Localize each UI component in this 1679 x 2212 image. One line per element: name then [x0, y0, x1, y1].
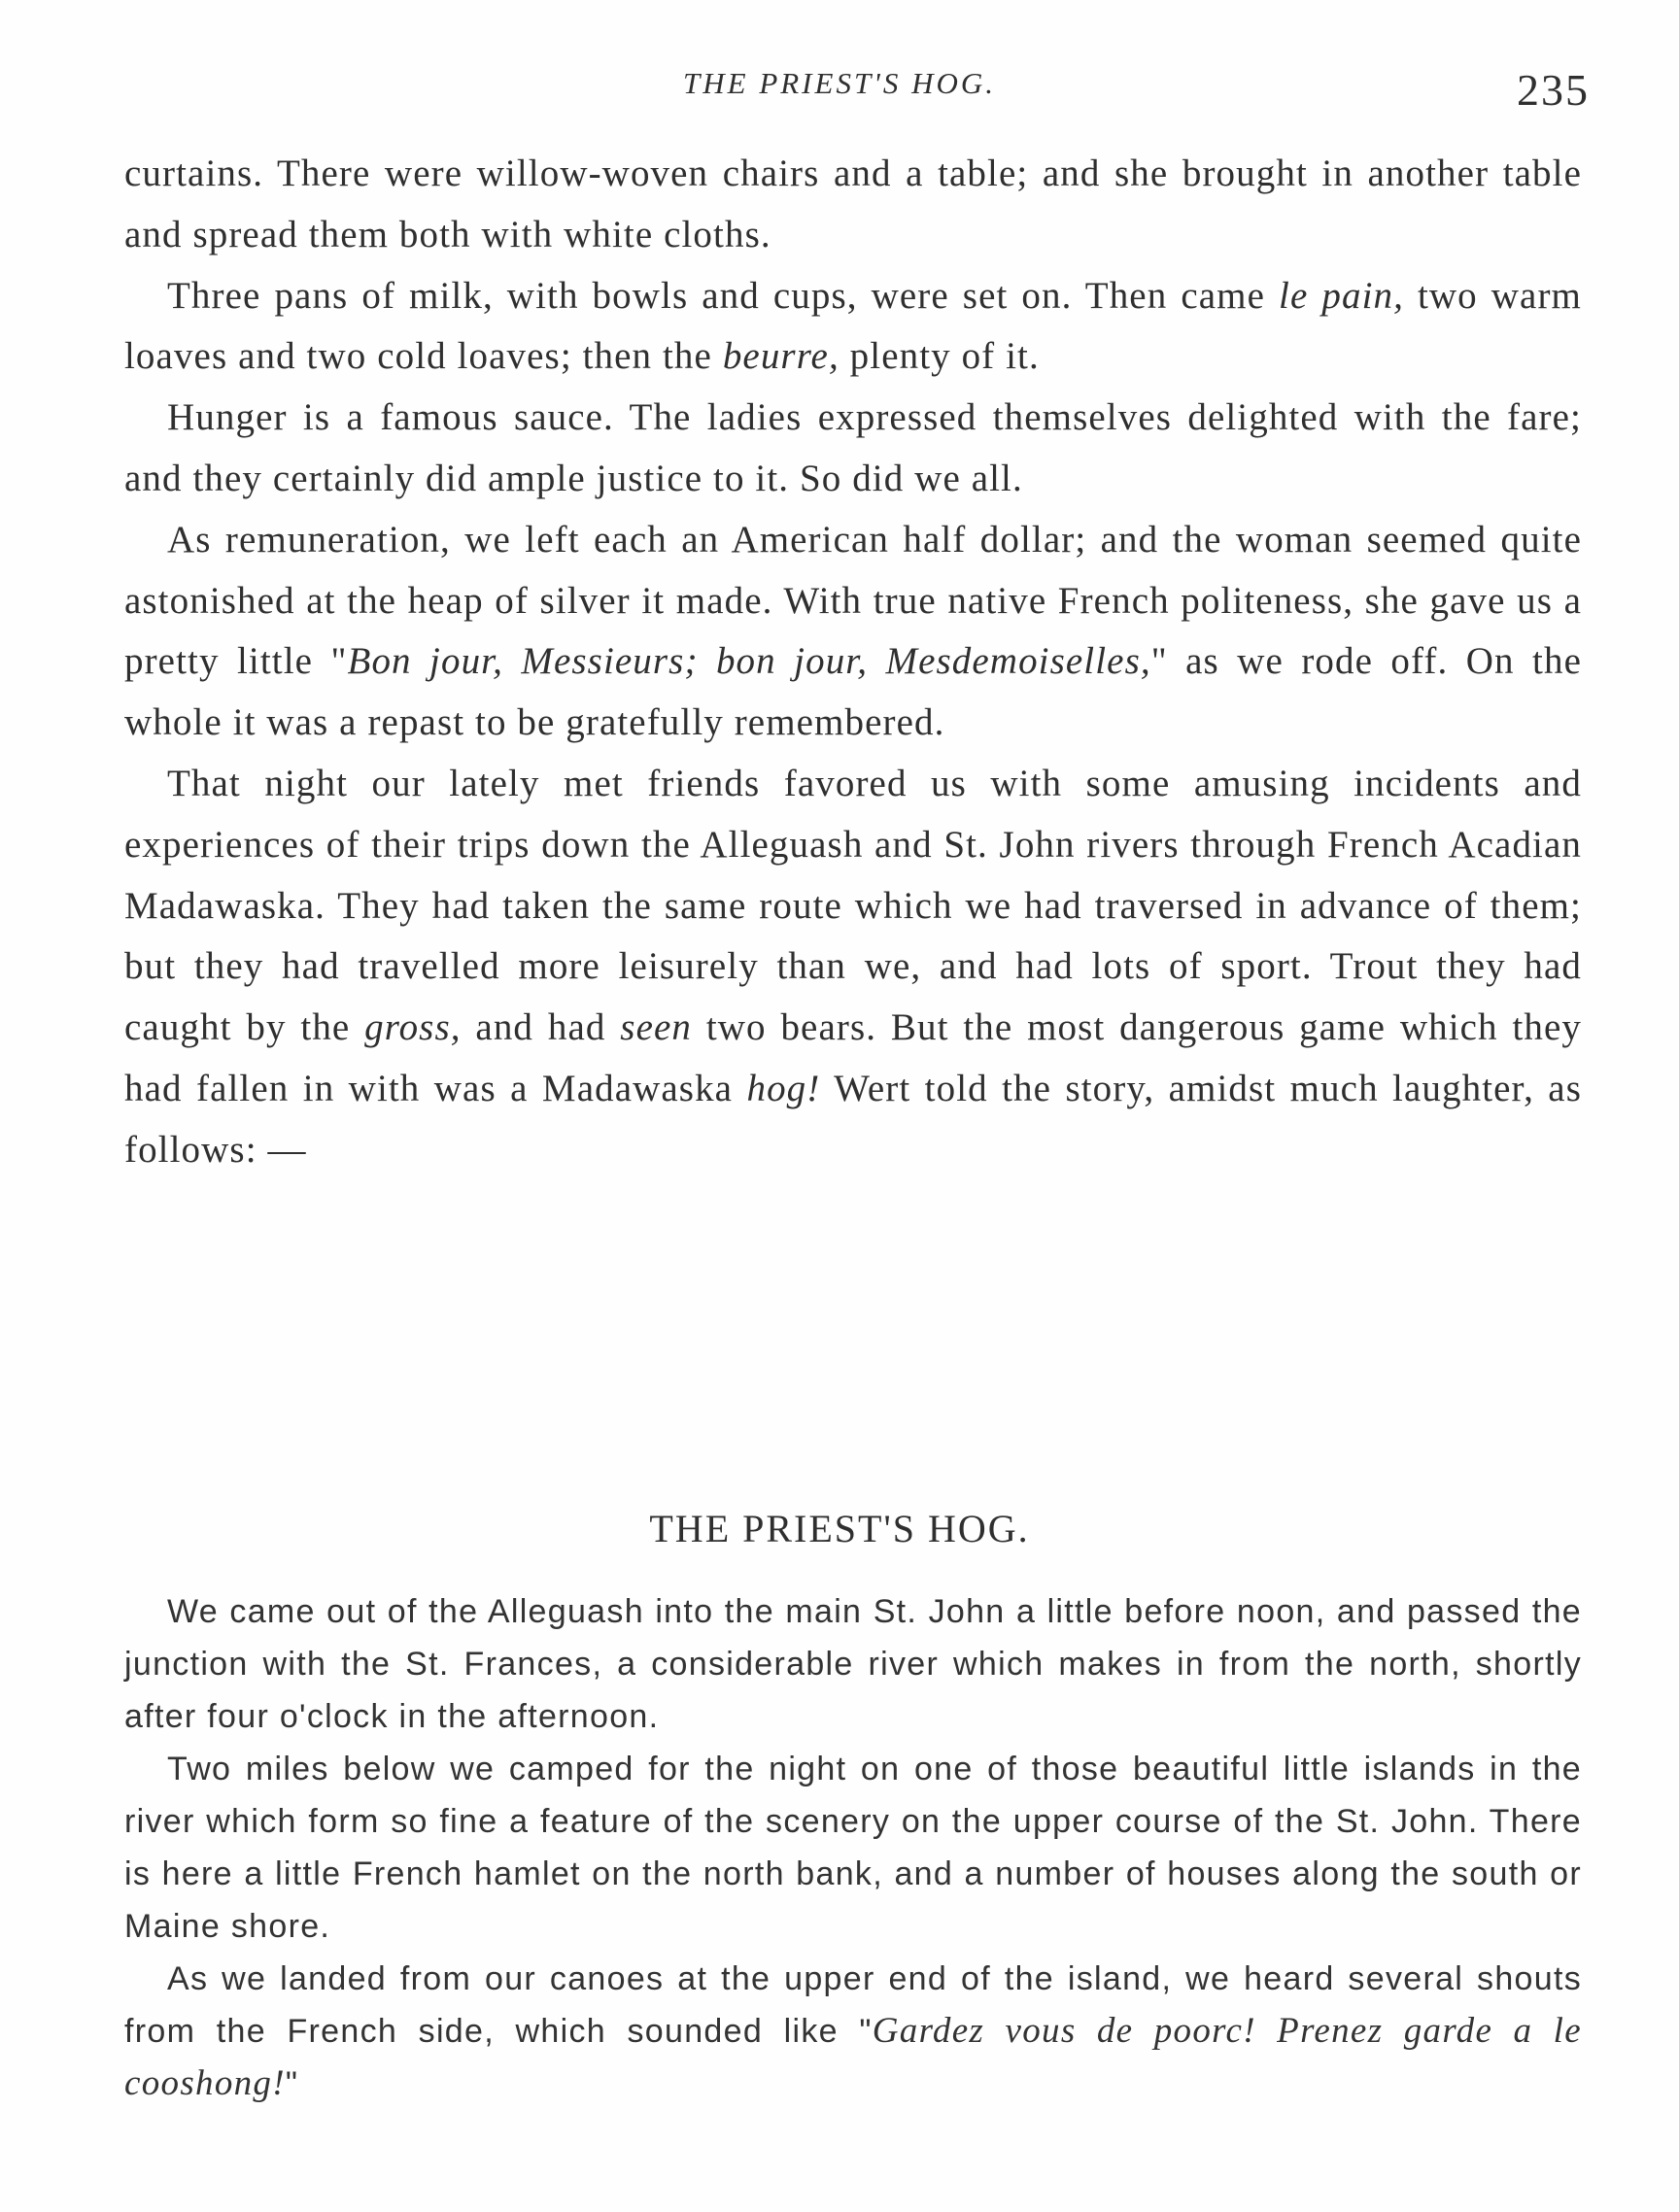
running-head: THE PRIEST'S HOG.: [683, 66, 996, 100]
paragraph: [124, 144, 1582, 266]
paragraph: [124, 266, 1582, 389]
italic-run: seen: [620, 1006, 692, 1049]
italic-run: hog!: [746, 1067, 821, 1109]
story-text: [124, 1585, 1582, 2110]
text-run: ": [285, 2065, 299, 2102]
text-run: That night our lately met friends favored us with some amusing incidents and experiences of their trips down the Alleguash and St. John rivers through French Acadian Madawaska. They had taken the same route which we had traversed in advance of them; but they had travelled more leisurely than we, and had lots of sport. Trout they had caught by the: [124, 762, 1582, 1049]
paragraph: [124, 754, 1582, 1181]
text-run: " as we rode off. On the whole it was a repast to be gratefully remembered.: [124, 640, 1582, 744]
text-run: two bears. But the most dangerous game which they had fallen in with was a Madawaska: [124, 1006, 1583, 1109]
text-run: Two miles below we camped for the night on one of those beautiful little islands in the river which form so fine a feature of the scenery on the upper course of the St. John. There is here a little French hamlet on the north bank, and a number of houses along the south or Maine shore.: [124, 1751, 1582, 1945]
text-run: Wert told the story, amidst much laughter, as follows: —: [124, 1067, 1582, 1171]
italic-run: beurre,: [722, 335, 840, 378]
text-run: Three pans of milk, with bowls and cups, were set on. Then came: [167, 274, 1265, 317]
italic-run: Gardez vous de poorc! Prenez garde a le cooshong!: [124, 2011, 1582, 2103]
text-run: Hunger is a famous sauce. The ladies expressed themselves delighted with the fare; and they certainly did ample justice to it. So did we all.: [124, 396, 1582, 499]
section-title: THE PRIEST'S HOG.: [649, 1507, 1030, 1550]
text-run: As remuneration, we left each an American half dollar; and the woman seemed quite astonished at the heap of silver it made. With true native French politeness, she gave us a pretty little ": [124, 518, 1582, 683]
paragraph: [124, 1585, 1582, 1743]
paragraph: [124, 1743, 1582, 1953]
paragraph: [124, 1953, 1582, 2110]
text-run: and had: [475, 1006, 606, 1049]
text-run: As we landed from our canoes at the upper end of the island, we heard several shouts from the French side, which sounded like ": [124, 1960, 1582, 2050]
text-run: We came out of the Alleguash into the main St. John a little before noon, and passed the junction with the St. Frances, a considerable river which makes in from the north, shortly after four o'clock in the afternoon.: [124, 1593, 1582, 1735]
text-run: curtains. There were willow-woven chairs and a table; and she brought in another table and spread them both with white cloths.: [124, 153, 1582, 255]
text-run: two warm loaves and two cold loaves; then the: [124, 274, 1582, 378]
paragraph: [124, 388, 1582, 510]
page-number: 235: [1517, 65, 1590, 115]
paragraph: [124, 510, 1582, 754]
intro-text: [124, 144, 1582, 1181]
italic-run: gross,: [364, 1006, 462, 1049]
text-run: plenty of it.: [849, 335, 1040, 378]
italic-run: Bon jour, Messieurs; bon jour, Mesdemoiselles,: [347, 640, 1151, 683]
italic-run: le pain,: [1279, 274, 1404, 317]
